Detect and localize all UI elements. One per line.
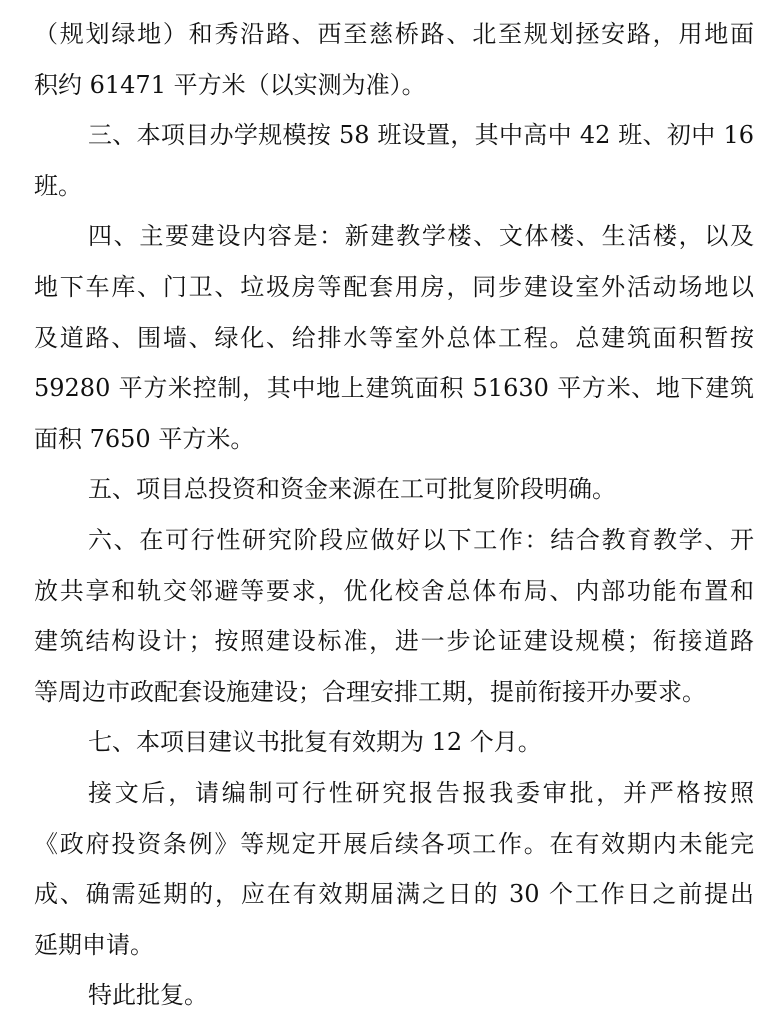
text-line: 《政府投资条例》等规定开展后续各项工作。在有效期内未能完 [34, 830, 754, 858]
text-line: 六、在可行性研究阶段应做好以下工作：结合教育教学、开 [88, 526, 754, 554]
text-line: 建筑结构设计；按照建设标准，进一步论证建设规模；衔接道路 [34, 627, 754, 655]
text-line: 59280 平方米控制，其中地上建筑面积 51630 平方米、地下建筑 [34, 374, 754, 402]
text-line: 特此批复。 [88, 981, 208, 1009]
text-line: 班。 [34, 172, 82, 200]
text-line: 七、本项目建议书批复有效期为 12 个月。 [88, 728, 542, 756]
text-line: 地下车库、门卫、垃圾房等配套用房，同步建设室外活动场地以 [34, 273, 754, 301]
text-line: 接文后，请编制可行性研究报告报我委审批，并严格按照 [88, 779, 754, 807]
text-line: 四、主要建设内容是：新建教学楼、文体楼、生活楼，以及 [88, 222, 754, 250]
text-line: 五、项目总投资和资金来源在工可批复阶段明确。 [88, 475, 616, 503]
text-line: 面积 7650 平方米。 [34, 425, 255, 453]
text-line: 积约 61471 平方米（以实测为准）。 [34, 71, 426, 99]
text-line: 三、本项目办学规模按 58 班设置，其中高中 42 班、初中 16 [88, 121, 754, 149]
text-line: （规划绿地）和秀沿路、西至慈桥路、北至规划拯安路，用地面 [34, 20, 754, 48]
text-line: 成、确需延期的，应在有效期届满之日的 30 个工作日之前提出 [34, 880, 754, 908]
text-line: 放共享和轨交邻避等要求，优化校舍总体布局、内部功能布置和 [34, 577, 754, 605]
text-line: 及道路、围墙、绿化、给排水等室外总体工程。总建筑面积暂按 [34, 324, 754, 352]
text-line: 延期申请。 [34, 931, 154, 959]
text-line: 等周边市政配套设施建设；合理安排工期，提前衔接开办要求。 [34, 678, 706, 706]
